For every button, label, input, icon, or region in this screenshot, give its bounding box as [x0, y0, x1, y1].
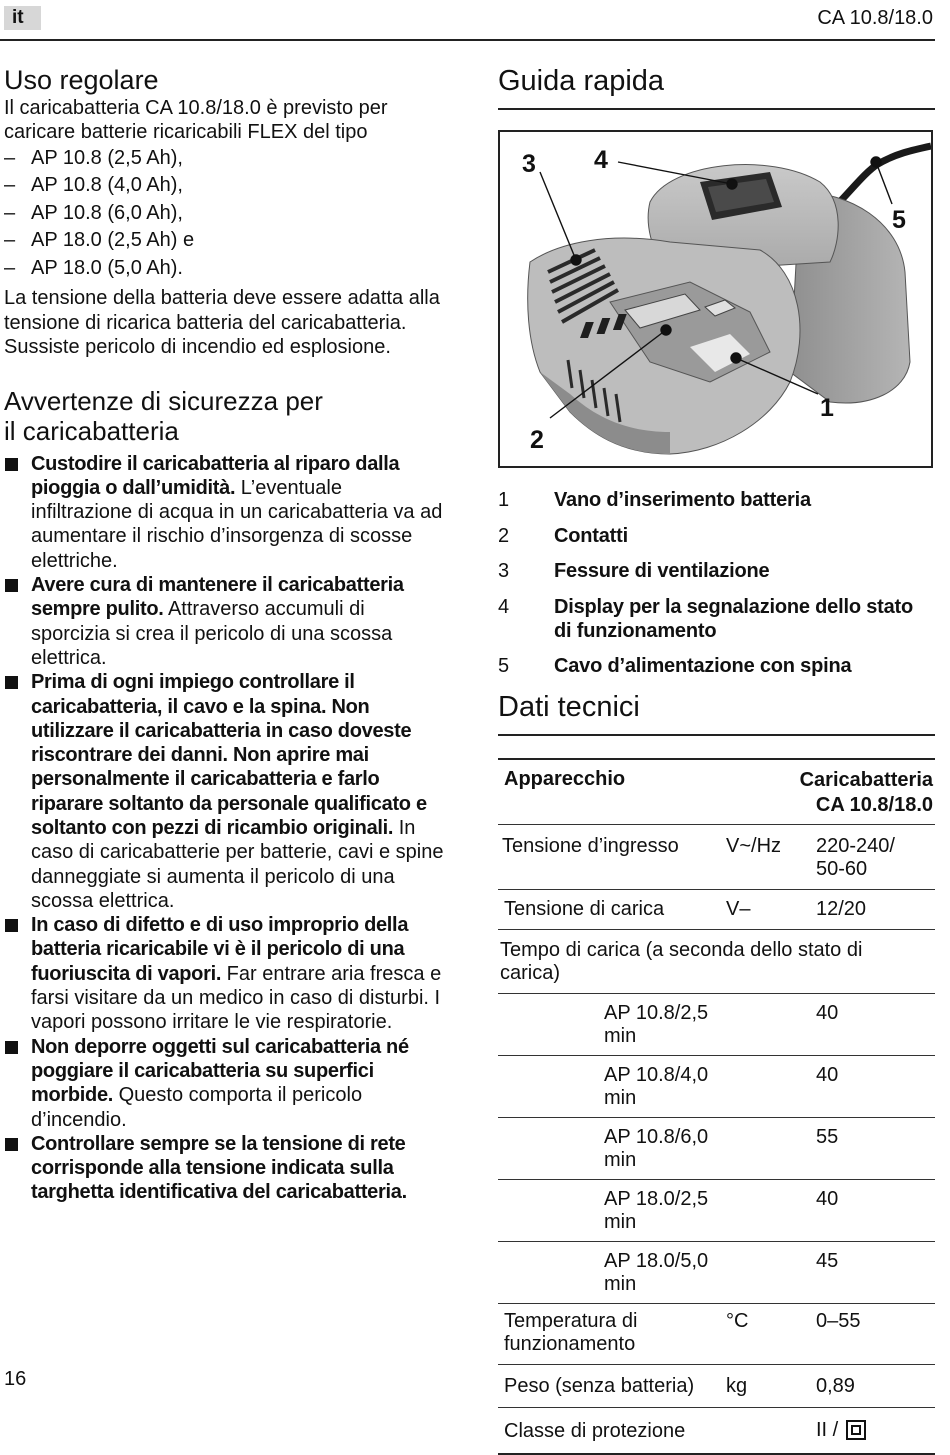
callout-2: 2 [530, 426, 544, 454]
warning-item [4, 913, 444, 1034]
spec-value: 12/20 [816, 897, 867, 920]
parts-list [498, 488, 935, 678]
list-item: – AP 18.0 (2,5 Ah) e [4, 227, 444, 255]
charger-drawing [500, 132, 931, 466]
protection-class [816, 1407, 935, 1454]
table-row [498, 889, 935, 929]
protection-class-value: II / [816, 1418, 839, 1441]
right-column [498, 64, 935, 1455]
warning-bold: Non deporre oggetti sul caricabatteria né poggiare il caricabatteria su superfici morbide. [31, 1035, 409, 1107]
warning-item [4, 1035, 444, 1132]
list-item [498, 559, 935, 583]
spec-label: Classe di protezione [504, 1419, 686, 1442]
header-rule [0, 39, 935, 41]
part-number: 3 [498, 560, 509, 582]
charge-value: 40 [816, 1063, 839, 1086]
safety-title-line2: il caricabatteria [4, 415, 179, 446]
charge-value: 40 [816, 1187, 839, 1210]
list-item: – AP 10.8 (6,0 Ah), [4, 200, 444, 228]
warning-item [4, 1132, 444, 1205]
warning-bold: Controllare sempre se la tensione di rete corrisponde alla tensione indicata sulla targhetta identificativa del caricabatteria. [31, 1132, 407, 1204]
spec-value-l1: 220-240/ [816, 834, 895, 857]
section-title-tech: Dati tecnici [498, 690, 935, 736]
uso-note: La tensione della batteria deve essere adatta alla tensione di ricarica batteria del caricabatteria. Sussiste pericolo di incendio ed esplosione. [4, 287, 440, 359]
table-row [498, 1407, 935, 1454]
table-row [498, 1303, 935, 1364]
list-item [498, 654, 935, 678]
spec-unit: kg [726, 1374, 748, 1397]
page-number: 16 [4, 1368, 27, 1390]
part-label: Contatti [554, 524, 628, 547]
part-label: Vano d’inserimento batteria [554, 489, 811, 511]
charge-value: 55 [816, 1125, 839, 1148]
section-title-uso: Uso regolare [4, 65, 159, 95]
bullet-square-icon [5, 919, 18, 932]
warning-bold: Custodire il caricabatteria al riparo dalla pioggia o dall’umidità. [31, 452, 400, 499]
part-label: Cavo d’alimentazione con spina [554, 655, 852, 677]
charge-battery: AP 10.8/6,0 min [604, 1125, 709, 1171]
spec-label: Tensione d’ingresso [502, 834, 679, 857]
spec-value [816, 824, 935, 889]
warning-item [4, 670, 444, 913]
part-number: 4 [498, 595, 509, 618]
list-item [498, 488, 935, 512]
spec-value: 0–55 [816, 1309, 861, 1332]
callout-3: 3 [522, 150, 536, 178]
spec-head-value [726, 759, 935, 825]
table-row [498, 1055, 935, 1117]
spec-head-value-l1: Caricabatteria [799, 768, 933, 791]
bullet-square-icon [5, 1138, 18, 1151]
warning-list [4, 452, 444, 1205]
warning-bold: In caso di difetto e di uso improprio della batteria ricaricabile vi è il pericolo di una fuoriuscita di vapori. [31, 914, 409, 985]
bullet-square-icon [5, 458, 18, 471]
spec-head-value-l2: CA 10.8/18.0 [815, 793, 933, 816]
list-item [498, 595, 935, 643]
spec-value: 0,89 [816, 1374, 855, 1397]
list-item: – AP 18.0 (5,0 Ah). [4, 255, 444, 283]
bullet-square-icon [5, 579, 18, 592]
spec-label: Temperatura di funzionamento [504, 1309, 638, 1355]
spec-label: Peso (senza batteria) [504, 1374, 695, 1397]
callout-1: 1 [820, 394, 834, 422]
battery-type-list [4, 145, 444, 283]
section-title-guide: Guida rapida [498, 64, 935, 110]
spec-unit: °C [726, 1309, 749, 1332]
charge-battery: AP 10.8/2,5 min [604, 1001, 709, 1047]
spec-unit: V– [726, 897, 751, 920]
charge-battery: AP 18.0/2,5 min [604, 1187, 709, 1233]
list-item: – AP 10.8 (4,0 Ah), [4, 172, 444, 200]
warning-text: L’eventuale infiltrazione di acqua in un caricabatteria va ad aumentare il rischio d’insorgenza di scosse elettriche. [31, 476, 443, 572]
table-row [498, 929, 935, 993]
warning-text: Far entrare aria fresca e farsi visitare da un medico in caso di disturbi. I vapori possono irritare le vie respiratorie. [31, 962, 442, 1034]
bullet-square-icon [5, 676, 18, 689]
double-insulation-icon [846, 1420, 866, 1440]
part-number: 2 [498, 524, 509, 547]
warning-item [4, 573, 444, 670]
part-number: 1 [498, 489, 509, 511]
charge-value: 40 [816, 1001, 839, 1024]
table-row [498, 1179, 935, 1241]
callout-4: 4 [594, 146, 608, 174]
uso-intro: Il caricabatteria CA 10.8/18.0 è previsto per caricare batterie ricaricabili FLEX del tipo [4, 97, 388, 144]
spec-table [498, 758, 935, 1455]
charge-value: 45 [816, 1249, 839, 1272]
spec-unit: V~/Hz [726, 834, 782, 857]
header-model: CA 10.8/18.0 [817, 7, 933, 29]
list-item [498, 524, 935, 548]
bullet-square-icon [5, 1041, 18, 1054]
spec-value-l2: 50-60 [816, 857, 868, 880]
charge-battery: AP 10.8/4,0 min [604, 1063, 709, 1109]
spec-label: Tensione di carica [504, 897, 665, 920]
charge-battery: AP 18.0/5,0 min [604, 1249, 709, 1295]
table-row [498, 993, 935, 1055]
left-column [4, 64, 444, 1205]
part-label: Display per la segnalazione dello stato di funzionamento [554, 595, 913, 642]
table-row [498, 824, 935, 889]
warning-text: Questo comporta il pericolo d’incendio. [31, 1084, 363, 1131]
warning-bold: Avere cura di mantenere il caricabatteria sempre pulito. [31, 574, 404, 621]
warning-text: In caso di caricabatterie per batterie, cavi e spine danneggiate si aumenta il pericolo di una scossa elettrica. [31, 816, 444, 912]
spec-time-label: Tempo di carica (a seconda dello stato di carica) [500, 938, 863, 984]
table-row [498, 1241, 935, 1303]
part-number: 5 [498, 655, 509, 677]
table-row [498, 1364, 935, 1407]
page-header [0, 0, 935, 40]
charger-illustration [498, 130, 933, 468]
table-row [498, 759, 935, 825]
language-tag: it [4, 6, 41, 30]
warning-text: Attraverso accumuli di sporcizia si crea il pericolo di una scossa elettrica. [31, 598, 393, 669]
section-title-safety [4, 386, 444, 446]
spec-head-label: Apparecchio [504, 767, 626, 790]
callout-5: 5 [892, 206, 906, 234]
list-item: – AP 10.8 (2,5 Ah), [4, 145, 444, 173]
part-label: Fessure di ventilazione [554, 560, 770, 582]
warning-item [4, 452, 444, 573]
safety-title-line1: Avvertenze di sicurezza per [4, 385, 323, 416]
warning-bold: Prima di ogni impiego controllare il caricabatteria, il cavo e la spina. Non utilizzare il caricabatteria in caso doveste riscontrare dei danni. Non aprire mai personalmente il caricabatteria e farlo riparare soltanto da personale qualificato e soltanto con pezzi di ricambio originali. [31, 671, 427, 839]
table-row [498, 1117, 935, 1179]
